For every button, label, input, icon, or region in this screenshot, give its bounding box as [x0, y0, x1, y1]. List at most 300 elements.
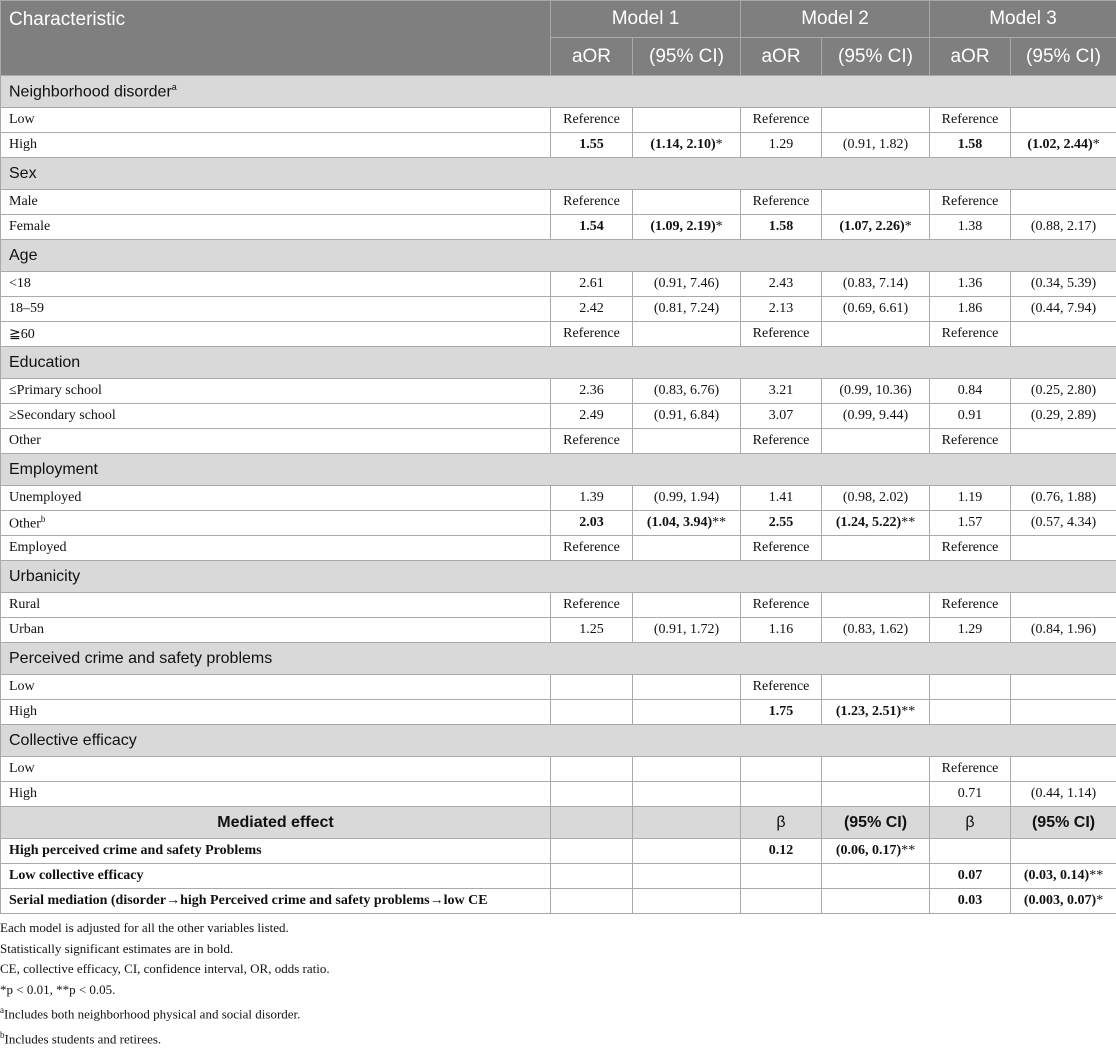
- beta-header: [741, 807, 822, 839]
- aor-cell: [930, 593, 1011, 618]
- row-label-text: Low collective efficacy: [9, 868, 144, 883]
- ci-cell: [1011, 108, 1116, 133]
- footnote: [0, 1025, 1116, 1050]
- aor-cell: [551, 486, 633, 511]
- ci-cell: [1011, 190, 1116, 215]
- aor-value: 2.03: [579, 515, 604, 530]
- aor-value: Reference: [942, 597, 999, 612]
- footnote-text: Statistically significant estimates are in bold.: [0, 941, 233, 956]
- ci-cell: [1011, 272, 1116, 297]
- row-label: [1, 190, 551, 215]
- aor-cell: [930, 675, 1011, 700]
- aor-cell: [551, 108, 633, 133]
- ci-value: (0.003, 0.07): [1024, 893, 1096, 908]
- row-label: [1, 511, 551, 536]
- aor-cell: [551, 782, 633, 807]
- ci-cell: [1011, 429, 1116, 454]
- ci-cell: [633, 511, 741, 536]
- aor-cell: [930, 618, 1011, 643]
- ci-cell: [633, 133, 741, 158]
- ci-value: (0.57, 4.34): [1031, 515, 1096, 530]
- ci-value: (0.99, 9.44): [843, 408, 908, 423]
- aor-cell: [930, 757, 1011, 782]
- row-label: [1, 215, 551, 240]
- aor-cell: [551, 404, 633, 429]
- footnote-text: CE, collective efficacy, CI, confidence interval, OR, odds ratio.: [0, 961, 330, 976]
- aor-value: 2.55: [769, 515, 794, 530]
- aor-value: 3.21: [769, 383, 794, 398]
- aor-cell: [930, 536, 1011, 561]
- ci-cell: [1011, 133, 1116, 158]
- row-label: [1, 700, 551, 725]
- ci-cell: [822, 782, 930, 807]
- row-label-text: Low: [9, 761, 35, 776]
- aor-cell: [551, 322, 633, 347]
- table-row: [1, 486, 1116, 511]
- ci-cell: [822, 700, 930, 725]
- row-label: [1, 379, 551, 404]
- aor-value: 3.07: [769, 408, 794, 423]
- table-row: [1, 675, 1116, 700]
- aor-value: 1.38: [958, 219, 983, 234]
- ci-cell: [822, 297, 930, 322]
- table-row: [1, 190, 1116, 215]
- row-label-text: High: [9, 137, 37, 152]
- aor-value: Reference: [563, 326, 620, 341]
- aor-value: 1.41: [769, 490, 794, 505]
- beta-header: [930, 807, 1011, 839]
- aor-value: Reference: [753, 194, 810, 209]
- ci-cell: [633, 272, 741, 297]
- table-row: [1, 757, 1116, 782]
- empty-cell: [633, 807, 741, 839]
- row-label: [1, 864, 551, 889]
- row-label-text: Female: [9, 219, 50, 234]
- ci-value: (0.06, 0.17): [836, 843, 901, 858]
- mediated-row: [1, 839, 1116, 864]
- aor-value: 1.39: [579, 490, 604, 505]
- row-label-text: 18–59: [9, 301, 44, 316]
- row-label: [1, 675, 551, 700]
- aor-cell: [551, 757, 633, 782]
- aor-value: 1.19: [958, 490, 983, 505]
- table-body: [1, 76, 1116, 914]
- aor-value: 1.55: [579, 137, 604, 152]
- table-row: [1, 379, 1116, 404]
- aor-value: 2.13: [769, 301, 794, 316]
- aor-value: 2.36: [579, 383, 604, 398]
- aor-cell: [551, 618, 633, 643]
- ci-cell: [633, 536, 741, 561]
- row-label: [1, 297, 551, 322]
- significance-marker: *: [716, 219, 723, 234]
- aor-cell: [741, 486, 822, 511]
- aor-cell: [930, 297, 1011, 322]
- ci-cell: [1011, 700, 1116, 725]
- section-title: [1, 643, 1116, 675]
- beta-cell: [930, 839, 1011, 864]
- ci-value: (0.88, 2.17): [1031, 219, 1096, 234]
- ci-cell: [633, 404, 741, 429]
- beta-header-text: β: [776, 814, 785, 831]
- aor-cell: [551, 675, 633, 700]
- model-2-header: Model 2: [741, 1, 930, 38]
- section-row: [1, 561, 1116, 593]
- row-label: [1, 272, 551, 297]
- ci-value: (0.83, 1.62): [843, 622, 908, 637]
- aor-cell: [741, 379, 822, 404]
- aor-cell: [930, 190, 1011, 215]
- ci-cell: [633, 429, 741, 454]
- row-label: [1, 839, 551, 864]
- aor-cell: [741, 700, 822, 725]
- aor-value: Reference: [753, 433, 810, 448]
- aor-value: Reference: [753, 679, 810, 694]
- section-title: [1, 76, 1116, 108]
- ci-value: (1.02, 2.44): [1027, 137, 1092, 152]
- aor-header: aOR: [741, 38, 822, 76]
- section-title-text: Collective efficacy: [9, 732, 137, 749]
- ci-cell: [822, 511, 930, 536]
- aor-header: aOR: [930, 38, 1011, 76]
- ci-cell: [633, 190, 741, 215]
- row-label-text: ≧60: [9, 327, 35, 342]
- ci-cell: [1011, 215, 1116, 240]
- ci-cell: [1011, 864, 1116, 889]
- ci-cell: [822, 272, 930, 297]
- model-1-header: Model 1: [551, 1, 741, 38]
- ci-cell: [1011, 486, 1116, 511]
- ci-cell: [1011, 322, 1116, 347]
- row-label: [1, 322, 551, 347]
- footnote-text: Each model is adjusted for all the other variables listed.: [0, 920, 289, 935]
- section-title-text: Neighborhood disorder: [9, 83, 172, 100]
- table-row: [1, 618, 1116, 643]
- aor-value: Reference: [563, 112, 620, 127]
- aor-cell: [551, 133, 633, 158]
- ci-header-text: (95% CI): [844, 814, 907, 831]
- beta-cell: [551, 889, 633, 914]
- aor-cell: [930, 215, 1011, 240]
- aor-cell: [741, 675, 822, 700]
- aor-cell: [741, 593, 822, 618]
- ci-cell: [822, 322, 930, 347]
- footnote: [0, 918, 1116, 939]
- ci-cell: [633, 839, 741, 864]
- aor-value: 1.29: [769, 137, 794, 152]
- ci-cell: [633, 700, 741, 725]
- ci-cell: [633, 889, 741, 914]
- ci-cell: [1011, 889, 1116, 914]
- row-label: [1, 108, 551, 133]
- aor-value: 2.42: [579, 301, 604, 316]
- row-label: [1, 536, 551, 561]
- aor-value: Reference: [753, 112, 810, 127]
- aor-cell: [930, 429, 1011, 454]
- ci-value: (0.99, 10.36): [839, 383, 911, 398]
- section-title: [1, 454, 1116, 486]
- ci-value: (0.44, 7.94): [1031, 301, 1096, 316]
- ci-cell: [1011, 782, 1116, 807]
- significance-marker: *: [1096, 893, 1103, 908]
- ci-cell: [1011, 618, 1116, 643]
- aor-value: Reference: [563, 540, 620, 555]
- aor-value: 1.75: [769, 704, 794, 719]
- footnote-marker: a: [172, 82, 177, 92]
- aor-cell: [741, 297, 822, 322]
- section-row: [1, 643, 1116, 675]
- aor-value: 2.61: [579, 276, 604, 291]
- section-title-text: Age: [9, 247, 37, 264]
- section-row: [1, 454, 1116, 486]
- beta-value: 0.07: [958, 868, 983, 883]
- row-label: [1, 133, 551, 158]
- table-row: [1, 297, 1116, 322]
- significance-marker: **: [901, 515, 915, 530]
- ci-cell: [633, 864, 741, 889]
- model-3-header: Model 3: [930, 1, 1116, 38]
- aor-value: 0.84: [958, 383, 983, 398]
- ci-value: (1.09, 2.19): [650, 219, 715, 234]
- row-label-text: ≤Primary school: [9, 383, 102, 398]
- footnote-marker: a: [0, 1005, 4, 1015]
- ci-value: (0.83, 6.76): [654, 383, 719, 398]
- significance-marker: **: [901, 704, 915, 719]
- footnote: [0, 959, 1116, 980]
- aor-cell: [551, 700, 633, 725]
- beta-header-text: β: [965, 814, 974, 831]
- significance-marker: **: [901, 843, 915, 858]
- aor-cell: [930, 272, 1011, 297]
- ci-cell: [822, 536, 930, 561]
- aor-value: 2.49: [579, 408, 604, 423]
- row-label-text: Serial mediation (disorder→high Perceived crime and safety problems→low CE: [9, 893, 488, 908]
- mediated-title-text: Mediated effect: [217, 814, 333, 831]
- table-row: [1, 782, 1116, 807]
- footnote: [0, 1000, 1116, 1025]
- ci-header: (95% CI): [633, 38, 741, 76]
- beta-cell: [551, 839, 633, 864]
- aor-cell: [741, 429, 822, 454]
- row-label-text: <18: [9, 276, 31, 291]
- table-row: [1, 593, 1116, 618]
- aor-value: Reference: [753, 597, 810, 612]
- section-title-text: Sex: [9, 165, 37, 182]
- ci-value: (1.23, 2.51): [836, 704, 901, 719]
- row-label-text: Unemployed: [9, 490, 81, 505]
- aor-value: Reference: [942, 761, 999, 776]
- ci-cell: [633, 675, 741, 700]
- significance-marker: *: [716, 137, 723, 152]
- aor-value: Reference: [942, 112, 999, 127]
- mediated-row: [1, 864, 1116, 889]
- row-label-text: High: [9, 704, 37, 719]
- aor-cell: [930, 322, 1011, 347]
- table-row: [1, 536, 1116, 561]
- ci-cell: [1011, 404, 1116, 429]
- aor-cell: [741, 108, 822, 133]
- table-row: [1, 322, 1116, 347]
- table-row: [1, 404, 1116, 429]
- section-title: [1, 725, 1116, 757]
- mediated-title: [1, 807, 551, 839]
- aor-value: 1.57: [958, 515, 983, 530]
- aor-value: Reference: [942, 194, 999, 209]
- aor-cell: [551, 215, 633, 240]
- ci-header: [822, 807, 930, 839]
- aor-cell: [930, 782, 1011, 807]
- footnote: [0, 939, 1116, 960]
- table-header: [1, 1, 1116, 76]
- aor-value: 0.71: [958, 786, 983, 801]
- aor-cell: [741, 511, 822, 536]
- aor-cell: [551, 593, 633, 618]
- ci-value: (1.14, 2.10): [650, 137, 715, 152]
- ci-header-text: (95% CI): [1032, 814, 1095, 831]
- ci-cell: [822, 864, 930, 889]
- ci-cell: [633, 215, 741, 240]
- row-label: [1, 889, 551, 914]
- table-row: [1, 108, 1116, 133]
- aor-cell: [741, 782, 822, 807]
- ci-cell: [1011, 379, 1116, 404]
- aor-cell: [930, 133, 1011, 158]
- ci-cell: [633, 618, 741, 643]
- beta-cell: [930, 864, 1011, 889]
- ci-cell: [822, 429, 930, 454]
- aor-cell: [551, 429, 633, 454]
- aor-cell: [930, 404, 1011, 429]
- ci-value: (0.03, 0.14): [1024, 868, 1089, 883]
- ci-value: (0.91, 1.72): [654, 622, 719, 637]
- ci-cell: [1011, 675, 1116, 700]
- aor-cell: [930, 379, 1011, 404]
- ci-value: (0.98, 2.02): [843, 490, 908, 505]
- ci-cell: [822, 618, 930, 643]
- table-notes: [0, 914, 1116, 1050]
- ci-value: (0.25, 2.80): [1031, 383, 1096, 398]
- aor-cell: [551, 511, 633, 536]
- ci-cell: [822, 889, 930, 914]
- aor-value: 2.43: [769, 276, 794, 291]
- ci-value: (0.29, 2.89): [1031, 408, 1096, 423]
- mediated-row: [1, 889, 1116, 914]
- section-title: [1, 561, 1116, 593]
- ci-header: (95% CI): [1011, 38, 1116, 76]
- row-label-text: Other: [9, 516, 41, 531]
- table-row: [1, 133, 1116, 158]
- aor-cell: [930, 511, 1011, 536]
- ci-cell: [822, 215, 930, 240]
- aor-cell: [930, 108, 1011, 133]
- section-title-text: Perceived crime and safety problems: [9, 650, 272, 667]
- ci-cell: [1011, 839, 1116, 864]
- aor-value: 1.58: [958, 137, 983, 152]
- row-label: [1, 404, 551, 429]
- aor-cell: [551, 190, 633, 215]
- beta-cell: [741, 839, 822, 864]
- aor-cell: [741, 404, 822, 429]
- row-label-text: ≥Secondary school: [9, 408, 116, 423]
- section-row: [1, 725, 1116, 757]
- aor-value: Reference: [563, 597, 620, 612]
- row-label: [1, 782, 551, 807]
- section-row: [1, 240, 1116, 272]
- aor-cell: [930, 700, 1011, 725]
- significance-marker: **: [712, 515, 726, 530]
- ci-cell: [633, 782, 741, 807]
- section-title: [1, 347, 1116, 379]
- aor-cell: [551, 536, 633, 561]
- row-label: [1, 618, 551, 643]
- aor-cell: [741, 215, 822, 240]
- aor-value: 1.29: [958, 622, 983, 637]
- aor-value: 0.91: [958, 408, 983, 423]
- ci-cell: [822, 404, 930, 429]
- section-row: [1, 347, 1116, 379]
- aor-value: Reference: [753, 326, 810, 341]
- aor-cell: [741, 757, 822, 782]
- aor-value: 1.16: [769, 622, 794, 637]
- section-title-text: Urbanicity: [9, 568, 80, 585]
- table-row: [1, 429, 1116, 454]
- row-label-text: Rural: [9, 597, 40, 612]
- table-row: [1, 700, 1116, 725]
- aor-cell: [741, 536, 822, 561]
- ci-cell: [633, 486, 741, 511]
- footnote-marker: b: [0, 1030, 5, 1040]
- row-label: [1, 593, 551, 618]
- ci-value: (0.34, 5.39): [1031, 276, 1096, 291]
- footnote-text: Includes both neighborhood physical and social disorder.: [4, 1006, 300, 1021]
- ci-value: (0.91, 1.82): [843, 137, 908, 152]
- ci-cell: [822, 757, 930, 782]
- ci-cell: [822, 379, 930, 404]
- aor-cell: [551, 297, 633, 322]
- ci-cell: [822, 486, 930, 511]
- ci-value: (0.91, 7.46): [654, 276, 719, 291]
- ci-value: (0.91, 6.84): [654, 408, 719, 423]
- ci-value: (1.04, 3.94): [647, 515, 712, 530]
- row-label-text: Low: [9, 679, 35, 694]
- row-label-text: Employed: [9, 540, 67, 555]
- ci-value: (0.83, 7.14): [843, 276, 908, 291]
- ci-cell: [822, 593, 930, 618]
- row-label-text: Low: [9, 112, 35, 127]
- row-label-text: High perceived crime and safety Problems: [9, 843, 262, 858]
- beta-cell: [930, 889, 1011, 914]
- ci-value: (0.84, 1.96): [1031, 622, 1096, 637]
- aor-cell: [741, 322, 822, 347]
- aor-header: aOR: [551, 38, 633, 76]
- ci-cell: [1011, 593, 1116, 618]
- aor-cell: [741, 618, 822, 643]
- beta-cell: [741, 864, 822, 889]
- aor-cell: [930, 486, 1011, 511]
- aor-value: Reference: [942, 540, 999, 555]
- section-title: [1, 158, 1116, 190]
- ci-cell: [822, 190, 930, 215]
- aor-value: Reference: [942, 433, 999, 448]
- row-label: [1, 486, 551, 511]
- section-row: [1, 76, 1116, 108]
- table-row: [1, 272, 1116, 297]
- row-label: [1, 429, 551, 454]
- aor-value: Reference: [942, 326, 999, 341]
- aor-value: 1.36: [958, 276, 983, 291]
- ci-cell: [633, 108, 741, 133]
- ci-value: (1.07, 2.26): [839, 219, 904, 234]
